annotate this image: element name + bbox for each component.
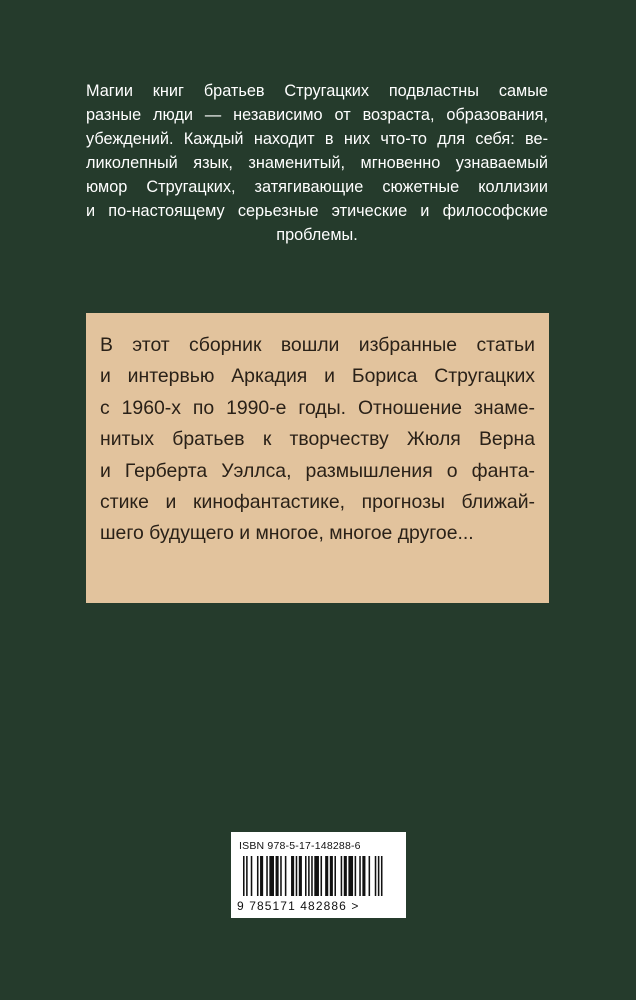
barcode-bar — [296, 856, 298, 896]
intro-text — [86, 79, 548, 247]
barcode-bar — [325, 856, 328, 896]
barcode-bar — [260, 856, 263, 896]
barcode-bar — [299, 856, 302, 896]
barcode-bar — [314, 856, 319, 896]
barcode-bar — [341, 856, 343, 896]
intro-line: проблемы. — [276, 226, 358, 244]
isbn-label: ISBN 978-5-17-148288-6 — [239, 840, 361, 852]
annotation-line: шего будущего и многое, многое другое... — [100, 522, 474, 545]
barcode-bar — [334, 856, 336, 896]
barcode-bar — [311, 856, 313, 896]
barcode-bar — [246, 856, 248, 896]
intro-line: ликолепный язык, знаменитый, мгновенно узнаваемый — [86, 154, 548, 172]
annotation-panel — [86, 313, 549, 603]
barcode-bar — [308, 856, 310, 896]
annotation-line: стике и кинофантастике, прогнозы ближай- — [100, 491, 535, 514]
annotation-line: В этот сборник вошли избранные статьи — [100, 334, 535, 356]
annotation-line: нитых братьев к творчеству Жюля Верна — [100, 428, 535, 451]
annotation-line: с 1960-х по 1990-е годы. Отношение знаме- — [100, 396, 535, 419]
annotation-line: и Герберта Уэллса, размышления о фанта- — [100, 459, 535, 482]
barcode-bar — [269, 856, 274, 896]
barcode-bar — [321, 856, 323, 896]
barcode-bar — [344, 856, 347, 896]
barcode-bar — [257, 856, 259, 896]
barcode-bar — [381, 856, 383, 896]
barcode-icon — [239, 856, 399, 900]
barcode-bar — [330, 856, 333, 896]
barcode-bar — [243, 856, 245, 896]
barcode-bar — [251, 856, 253, 896]
barcode-bar — [285, 856, 287, 896]
barcode-digits: 9 785171 482886 > — [237, 899, 360, 913]
intro-line: Магии книг братьев Стругацких подвластны самые — [86, 82, 548, 100]
barcode-box — [231, 832, 406, 918]
intro-line: юмор Стругацких, затягивающие сюжетные коллизии — [86, 178, 548, 196]
barcode-bar — [375, 856, 377, 896]
barcode-bar — [369, 856, 371, 896]
intro-line: убеждений. Каждый находит в них что-то для себя: ве- — [86, 130, 548, 148]
annotation-line: и интервью Аркадия и Бориса Стругацких — [100, 365, 535, 388]
barcode-bar — [291, 856, 294, 896]
barcode-bar — [355, 856, 357, 896]
barcode-bar — [280, 856, 282, 896]
barcode-bar — [378, 856, 380, 896]
barcode-bar — [348, 856, 353, 896]
barcode-bar — [305, 856, 307, 896]
barcode-bar — [359, 856, 361, 896]
barcode-bar — [362, 856, 365, 896]
barcode-bar — [266, 856, 268, 896]
barcode-bar — [276, 856, 279, 896]
intro-line: и по-настоящему серьезные этические и философские — [86, 202, 548, 220]
intro-line: разные люди — независимо от возраста, образования, — [86, 106, 548, 124]
